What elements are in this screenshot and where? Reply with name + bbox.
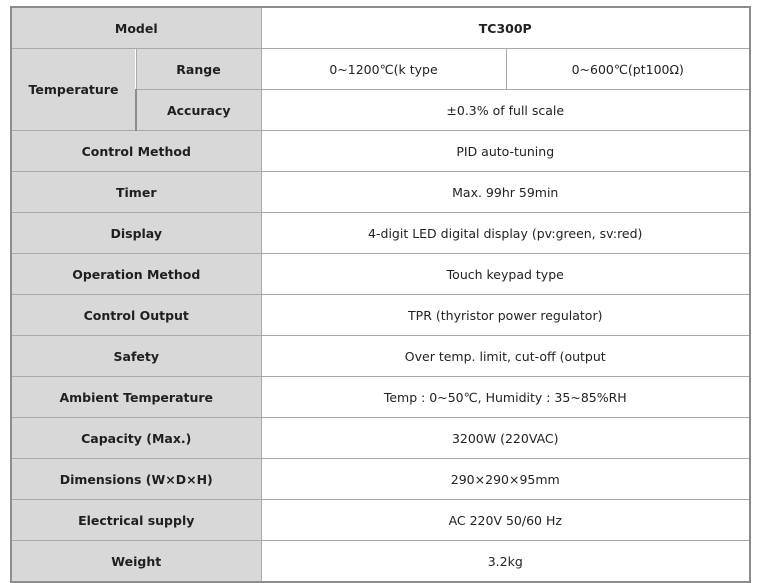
spec-label: Timer: [11, 172, 261, 213]
spec-label: Weight: [11, 541, 261, 583]
spec-label: Control Output: [11, 295, 261, 336]
spec-value: Touch keypad type: [261, 254, 750, 295]
table-row-model: [11, 7, 750, 49]
spec-value: AC 220V 50/60 Hz: [261, 500, 750, 541]
table-row: [11, 418, 750, 459]
spec-label: Capacity (Max.): [11, 418, 261, 459]
spec-label: Dimensions (W×D×H): [11, 459, 261, 500]
spec-value: TPR (thyristor power regulator): [261, 295, 750, 336]
spec-label: Control Method: [11, 131, 261, 172]
table-row: [11, 541, 750, 583]
spec-value: 4-digit LED digital display (pv:green, sv:red): [261, 213, 750, 254]
table-row: [11, 336, 750, 377]
table-row: [11, 377, 750, 418]
spec-value: Max. 99hr 59min: [261, 172, 750, 213]
spec-value: 290×290×95mm: [261, 459, 750, 500]
accuracy-value: ±0.3% of full scale: [261, 90, 750, 131]
spec-label: Ambient Temperature: [11, 377, 261, 418]
spec-label: Display: [11, 213, 261, 254]
table-row: [11, 500, 750, 541]
accuracy-label: Accuracy: [136, 90, 261, 131]
spec-value: PID auto-tuning: [261, 131, 750, 172]
range-label: Range: [136, 49, 261, 90]
table-row-temperature-range: [11, 49, 750, 90]
model-label: Model: [11, 7, 261, 49]
table-row: [11, 459, 750, 500]
temperature-label: Temperature: [11, 49, 136, 131]
spec-value: 3200W (220VAC): [261, 418, 750, 459]
model-value: TC300P: [261, 7, 750, 49]
range-k-type-value: 0~1200℃(k type: [261, 49, 506, 90]
spec-value: Temp : 0~50℃, Humidity : 35~85%RH: [261, 377, 750, 418]
table-row: [11, 172, 750, 213]
spec-label: Electrical supply: [11, 500, 261, 541]
table-row: [11, 213, 750, 254]
spec-label: Safety: [11, 336, 261, 377]
spec-value: 3.2kg: [261, 541, 750, 583]
table-row: [11, 254, 750, 295]
spec-label: Operation Method: [11, 254, 261, 295]
table-row: [11, 295, 750, 336]
spec-value: Over temp. limit, cut-off (output: [261, 336, 750, 377]
spec-table: [10, 6, 751, 583]
table-row: [11, 131, 750, 172]
range-pt100-value: 0~600℃(pt100Ω): [506, 49, 750, 90]
